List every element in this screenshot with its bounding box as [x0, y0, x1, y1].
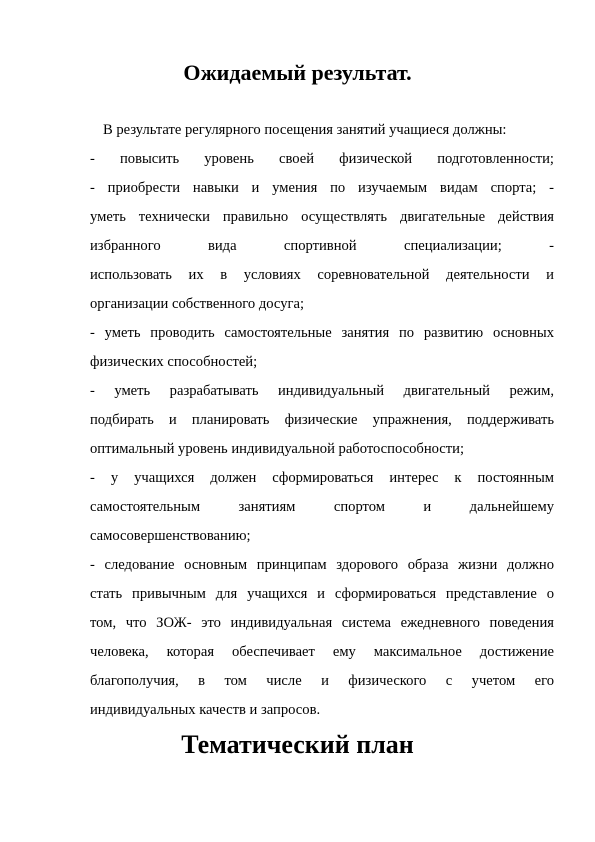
body-line: использовать их в условиях соревновательной деятельности и	[90, 267, 554, 283]
body-line: - следование основным принципам здорового образа жизни должно	[90, 557, 554, 573]
body-line: оптимальный уровень индивидуальной работоспособности;	[90, 441, 465, 457]
body-line: организации собственного досуга;	[90, 296, 305, 312]
body-line: - уметь разрабатывать индивидуальный двигательный режим,	[90, 383, 554, 399]
body-line: благополучия, в том числе и физического с учетом его	[90, 673, 554, 689]
body-line: человека, которая обеспечивает ему максимальное достижение	[90, 644, 554, 660]
intro-line: В результате регулярного посещения занятий учащиеся должны:	[103, 122, 507, 138]
body-line: индивидуальных качеств и запросов.	[90, 702, 321, 718]
body-line: - у учащихся должен сформироваться интерес к постоянным	[90, 470, 554, 486]
body-line: стать привычным для учащихся и сформироваться представление о	[90, 586, 554, 602]
body-line: том, что ЗОЖ- это индивидуальная система ежедневного поведения	[90, 615, 554, 631]
body-line: подбирать и планировать физические упражнения, поддерживать	[90, 412, 554, 428]
body-line: самосовершенствованию;	[90, 528, 251, 544]
body-line: - уметь проводить самостоятельные занятия по развитию основных	[90, 325, 554, 341]
body-line: избранного вида спортивной специализации; -	[90, 238, 554, 254]
section-heading-expected-result: Ожидаемый результат.	[183, 60, 412, 85]
body-line: уметь технически правильно осуществлять двигательные действия	[90, 209, 554, 225]
body-line: самостоятельным занятиям спортом и дальнейшему	[90, 499, 554, 515]
body-line: - приобрести навыки и умения по изучаемым видам спорта; -	[90, 180, 554, 196]
body-line: - повысить уровень своей физической подготовленности;	[90, 151, 554, 167]
body-line: физических способностей;	[90, 354, 258, 370]
section-heading-thematic-plan: Тематический план	[181, 730, 414, 759]
